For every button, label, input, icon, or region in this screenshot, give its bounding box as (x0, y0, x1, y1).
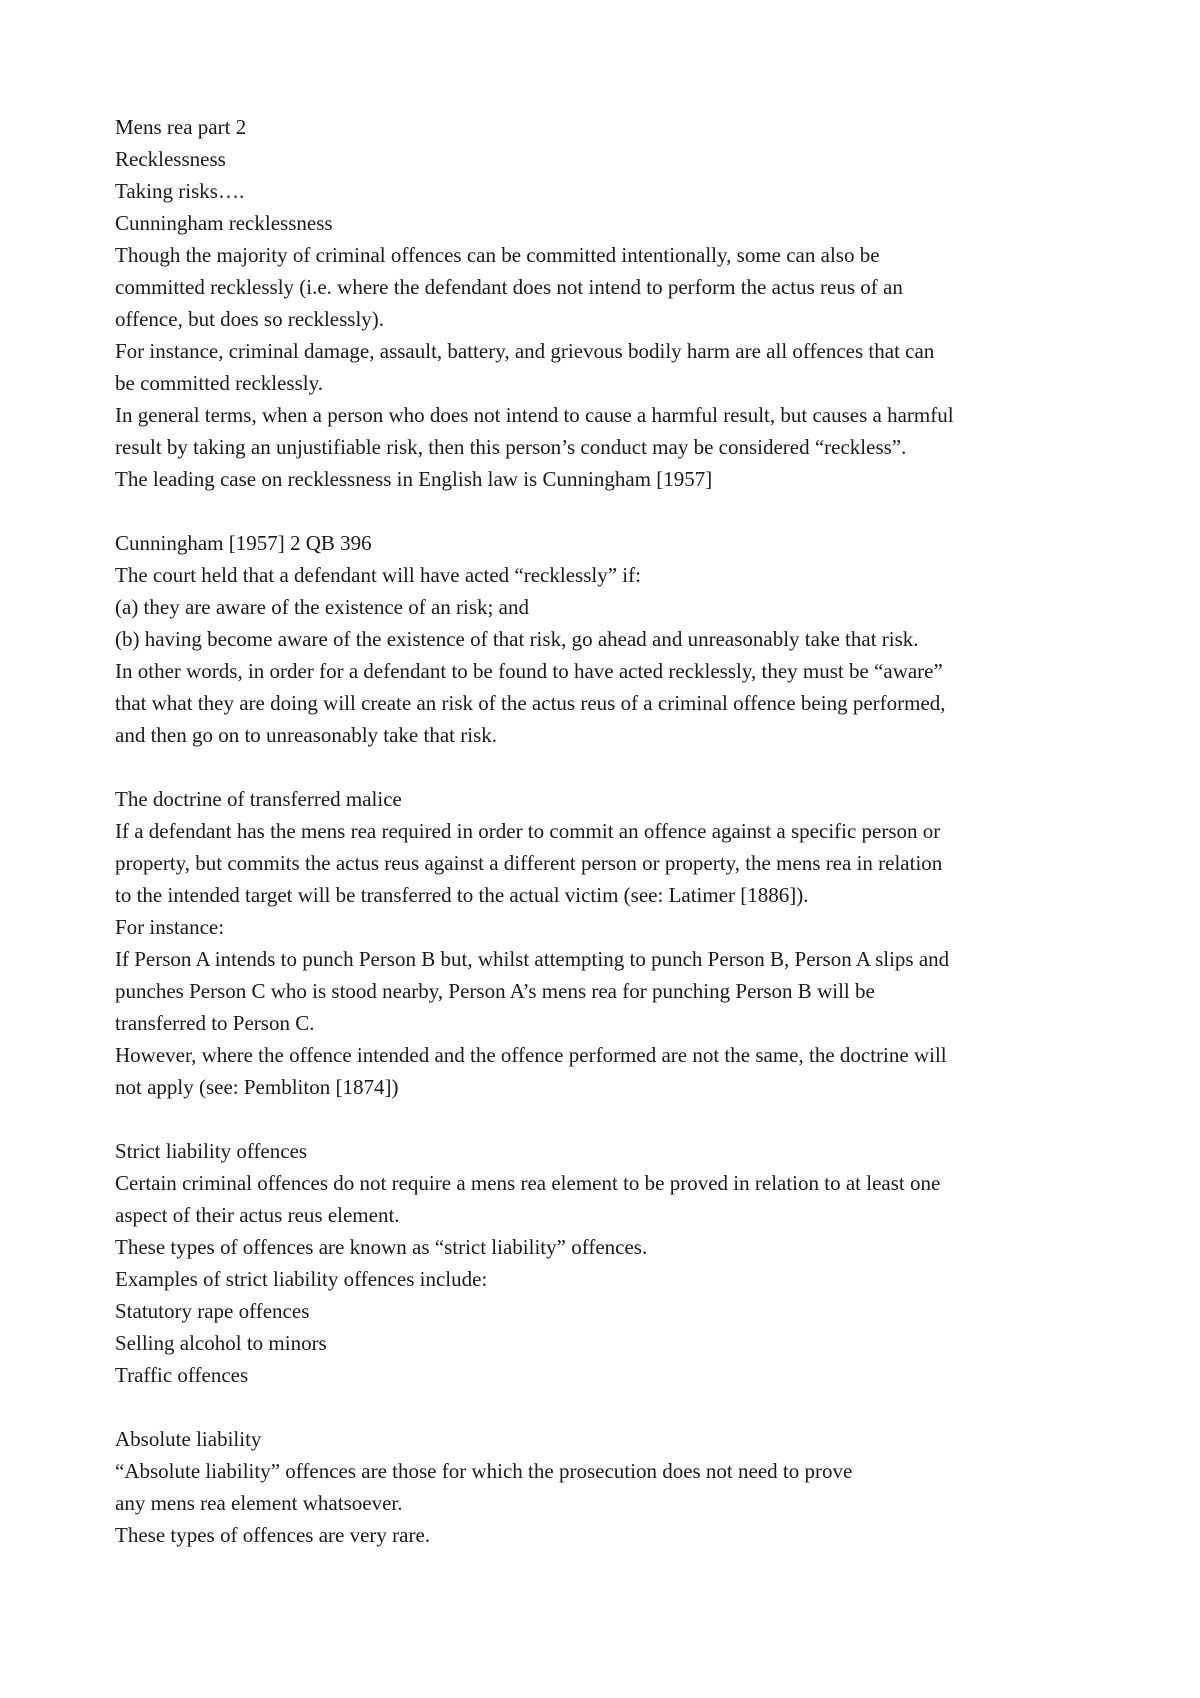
paragraph-line: any mens rea element whatsoever. (115, 1491, 403, 1515)
paragraph-line: punches Person C who is stood nearby, Person A’s mens rea for punching Person B will be (115, 979, 875, 1003)
paragraph-line: If a defendant has the mens rea required in order to commit an offence against a specific person or (115, 819, 941, 843)
paragraph-line: to the intended target will be transferred to the actual victim (see: Latimer [1886]). (115, 883, 809, 907)
paragraph-line: and then go on to unreasonably take that risk. (115, 723, 497, 747)
document-title: Mens rea part 2 (115, 115, 247, 139)
paragraph-line: These types of offences are very rare. (115, 1523, 431, 1547)
paragraph-line: The leading case on recklessness in English law is Cunningham [1957] (115, 467, 713, 491)
list-item: Selling alcohol to minors (115, 1331, 327, 1355)
paragraph-line: However, where the offence intended and the offence performed are not the same, the doctrine will (115, 1043, 947, 1067)
subheading-taking-risks: Taking risks…. (115, 179, 245, 203)
section-cunningham-case (115, 527, 1115, 751)
heading-cunningham-case: Cunningham [1957] 2 QB 396 (115, 531, 372, 555)
paragraph-line: aspect of their actus reus element. (115, 1203, 400, 1227)
list-item: Statutory rape offences (115, 1299, 310, 1323)
paragraph-line: In general terms, when a person who does not intend to cause a harmful result, but causes a harmful (115, 403, 954, 427)
paragraph-line: These types of offences are known as “strict liability” offences. (115, 1235, 648, 1259)
paragraph-line: For instance: (115, 915, 225, 939)
paragraph-line: For instance, criminal damage, assault, battery, and grievous bodily harm are all offences that can (115, 339, 935, 363)
section-recklessness (115, 111, 1115, 495)
paragraph-line: committed recklessly (i.e. where the defendant does not intend to perform the actus reus of an (115, 275, 903, 299)
paragraph-line: In other words, in order for a defendant to be found to have acted recklessly, they must be “aware” (115, 659, 943, 683)
paragraph-line: result by taking an unjustifiable risk, then this person’s conduct may be considered “reckless”. (115, 435, 907, 459)
paragraph-line: Examples of strict liability offences include: (115, 1267, 488, 1291)
document-page (115, 111, 1115, 1551)
section-transferred-malice (115, 783, 1115, 1103)
paragraph-line: offence, but does so recklessly). (115, 307, 385, 331)
heading-transferred-malice: The doctrine of transferred malice (115, 787, 402, 811)
heading-strict-liability: Strict liability offences (115, 1139, 308, 1163)
paragraph-line: transferred to Person C. (115, 1011, 315, 1035)
heading-cunningham-recklessness: Cunningham recklessness (115, 211, 333, 235)
paragraph-line: Certain criminal offences do not require a mens rea element to be proved in relation to at least one (115, 1171, 941, 1195)
paragraph-line: not apply (see: Pembliton [1874]) (115, 1075, 399, 1099)
paragraph-line: The court held that a defendant will have acted “recklessly” if: (115, 563, 641, 587)
heading-recklessness: Recklessness (115, 147, 226, 171)
list-item: Traffic offences (115, 1363, 249, 1387)
section-absolute-liability (115, 1423, 1115, 1551)
paragraph-line: property, but commits the actus reus against a different person or property, the mens rea in relation (115, 851, 943, 875)
paragraph-line: If Person A intends to punch Person B but, whilst attempting to punch Person B, Person A slips and (115, 947, 950, 971)
paragraph-line: be committed recklessly. (115, 371, 323, 395)
paragraph-line: that what they are doing will create an risk of the actus reus of a criminal offence being performed, (115, 691, 946, 715)
heading-absolute-liability: Absolute liability (115, 1427, 262, 1451)
paragraph-line: “Absolute liability” offences are those for which the prosecution does not need to prove (115, 1459, 853, 1483)
list-item-b: (b) having become aware of the existence of that risk, go ahead and unreasonably take that risk. (115, 627, 919, 651)
list-item-a: (a) they are aware of the existence of an risk; and (115, 595, 529, 619)
section-strict-liability (115, 1135, 1115, 1391)
paragraph-line: Though the majority of criminal offences can be committed intentionally, some can also be (115, 243, 880, 267)
